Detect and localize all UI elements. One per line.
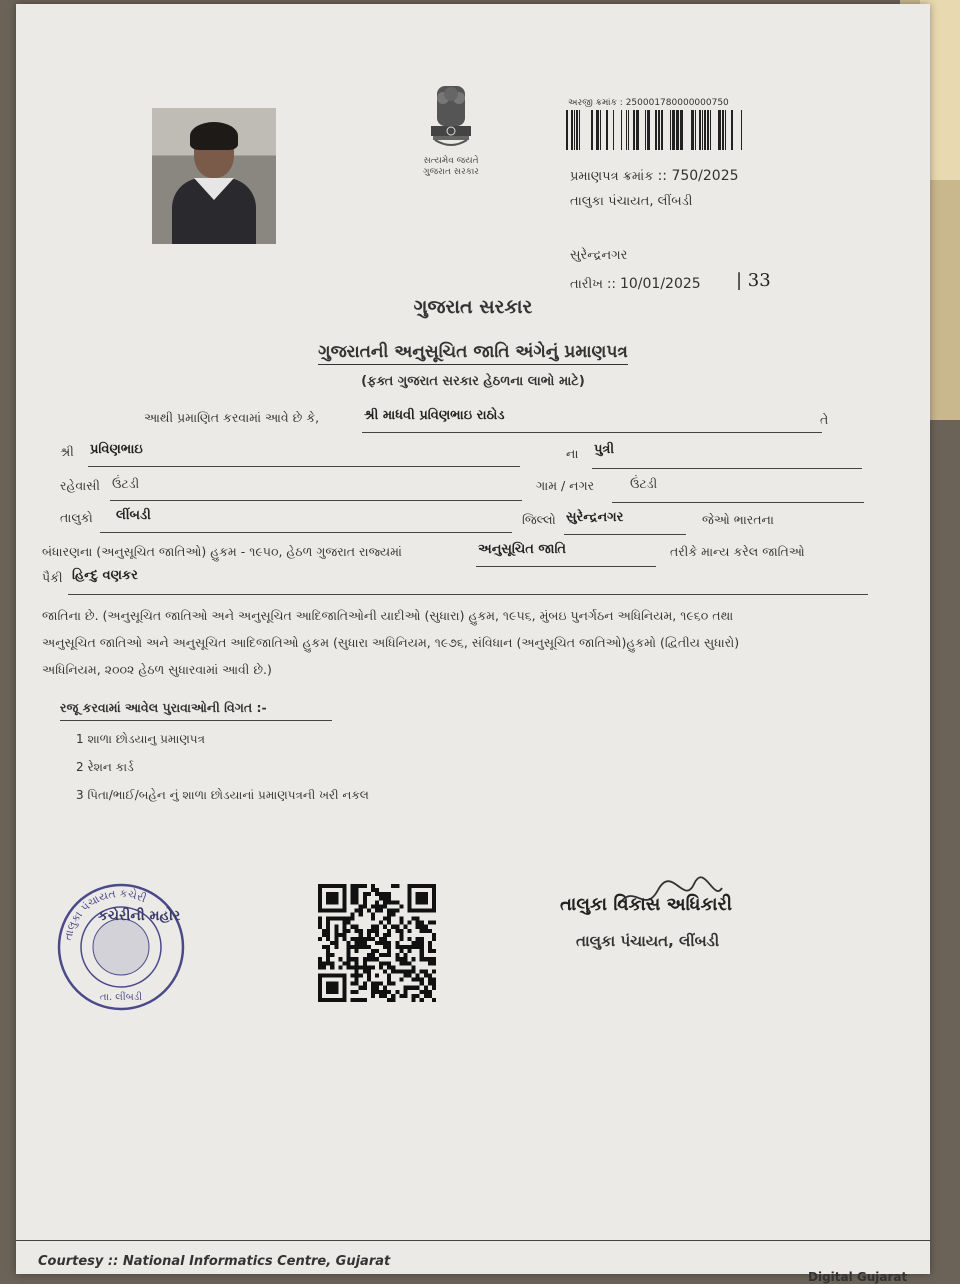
issue-date-row xyxy=(570,276,701,292)
svg-text:તાલુકા પંચાયત કચેરી: તાલુકા પંચાયત કચેરી xyxy=(61,886,149,942)
svg-text:તા. લીંબડી: તા. લીંબડી xyxy=(99,992,143,1003)
page-title: ગુજરાત સરકાર xyxy=(413,296,533,318)
caste-underline xyxy=(68,594,868,595)
father-underline xyxy=(88,466,520,467)
district-label: જિલ્લો xyxy=(522,512,556,527)
relation-label: ના xyxy=(566,446,579,461)
barcode-icon xyxy=(566,110,742,150)
resident-underline xyxy=(110,500,522,501)
village: ઉંટડી xyxy=(630,476,658,491)
taluka: લીંબડી xyxy=(116,508,151,523)
issue-place: સુરેન્દ્રનગર xyxy=(570,248,628,263)
handwritten-number: | 33 xyxy=(736,270,771,291)
state-emblem xyxy=(406,84,496,178)
district: સુરેન્દ્રનગર xyxy=(566,510,624,525)
taluka-label: તાલુકો xyxy=(60,510,93,525)
seal-overlay-text: કચેરીની મહોર xyxy=(98,908,181,924)
issue-date: 10/01/2025 xyxy=(619,276,701,292)
district-underline xyxy=(564,534,686,535)
caste: હિન્દુ વણકર xyxy=(72,568,138,583)
name-suffix: તે xyxy=(820,412,829,427)
relation: પુત્રી xyxy=(594,442,615,457)
applicant-photo xyxy=(152,108,276,244)
certificate-number-label: પ્રમાણપત્ર ક્રમાંક xyxy=(570,169,654,184)
certificate-page xyxy=(16,4,930,1284)
issuer-office: તાલુકા પંચાયત, લીંબડી xyxy=(570,194,693,209)
category: અનુસૂચિત જાતિ xyxy=(478,542,567,557)
resident: ઉંટડી xyxy=(112,476,140,491)
certificate-subtitle: (ફક્ત ગુજરાત સરકાર હેઠળના લાભો માટે) xyxy=(361,374,585,389)
barcode-label: અરજી ક્રમાંક : 250001780000000750 xyxy=(568,98,729,108)
intro-label: આથી પ્રમાણિત કરવામાં આવે છે કે, xyxy=(144,410,320,425)
evidence-heading: રજૂ કરવામાં આવેલ પુરાવાઓની વિગત :- xyxy=(60,700,267,715)
certificate-number-row xyxy=(570,168,739,184)
signatory-office: તાલુકા પંચાયત, લીંબડી xyxy=(576,932,720,950)
evidence-item: 1 શાળા છોડયાનુ પ્રમાણપત્ર xyxy=(76,732,205,746)
evidence-item: 3 પિતા/ભાઈ/બહેન નું શાળા છોડયાનાં પ્રમાણપત્રની ખરી નકલ xyxy=(76,788,369,802)
issue-date-label: તારીખ :: xyxy=(570,277,616,292)
relation-underline xyxy=(592,468,862,469)
resident-label: રહેવાસી xyxy=(60,478,100,493)
among-label: પૈકી xyxy=(42,570,63,585)
village-underline xyxy=(612,502,864,503)
footer-divider xyxy=(16,1240,930,1241)
emblem-org: ગુજરાત સરકાર xyxy=(423,167,479,177)
district-suffix: જેઓ ભારતના xyxy=(702,512,774,527)
father-label: શ્રી xyxy=(60,444,74,459)
footer-courtesy: Courtesy :: National Informatics Centre, Gujarat xyxy=(38,1254,391,1269)
category-suffix: તરીકે માન્ય કરેલ જાતિઓ xyxy=(670,544,805,559)
certificate-title: ગુજરાતની અનુસૂચિત જાતિ અંગેનું પ્રમાણપત્ર xyxy=(16,342,930,362)
qr-code-icon xyxy=(316,884,438,1002)
evidence-underline xyxy=(60,720,332,721)
legal-line-2: અનુસૂચિત જાતિઓ અને અનુસૂચિત આદિજાતિઓ હુકમ (સુધારા અધિનિયમ, ૧૯૭૬, સંવિધાન (અનુસૂચિત જાતિઓ)હુકમો (દ્વિતીય સુધારો) xyxy=(42,635,740,650)
evidence-item: 2 રેશન કાર્ડ xyxy=(76,760,134,774)
office-seal-icon xyxy=(56,882,186,1012)
legal-paragraph xyxy=(42,602,872,683)
emblem-motto: સત્યમેવ જયતે xyxy=(423,156,479,166)
applicant-name: શ્રી માધવી પ્રવિણભાઇ રાઠોડ xyxy=(364,408,505,423)
signatory-designation: તાલુકા વિકાસ અધિકારી xyxy=(560,894,733,915)
constitution-text: બંધારણના (અનુસૂચિત જાતિઓ) હુકમ - ૧૯૫૦, હેઠળ ગુજરાત રાજ્યમાં xyxy=(42,544,402,559)
legal-line-1: જાતિના છે. (અનુસૂચિત જાતિઓ અને અનુસૂચિત આદિજાતિઓની યાદીઓ (સુધારા) હુકમ, ૧૯૫૬, મુંબઇ પુનર્ગઠન અધિનિયમ, ૧૯૬૦ તથા xyxy=(42,608,734,623)
legal-line-3: અધિનિયમ, ૨૦૦૨ હેઠળ સુધારવામાં આવી છે.) xyxy=(42,662,272,677)
category-underline xyxy=(476,566,656,567)
name-underline xyxy=(362,432,822,433)
ashoka-emblem-icon xyxy=(421,84,481,156)
taluka-underline xyxy=(100,532,512,533)
certificate-number: :: 750/2025 xyxy=(657,168,739,184)
father-name: પ્રવિણભાઇ xyxy=(90,442,143,457)
village-label: ગામ / નગર xyxy=(536,478,595,493)
footer-digital-gujarat: Digital Gujarat xyxy=(808,1270,908,1284)
